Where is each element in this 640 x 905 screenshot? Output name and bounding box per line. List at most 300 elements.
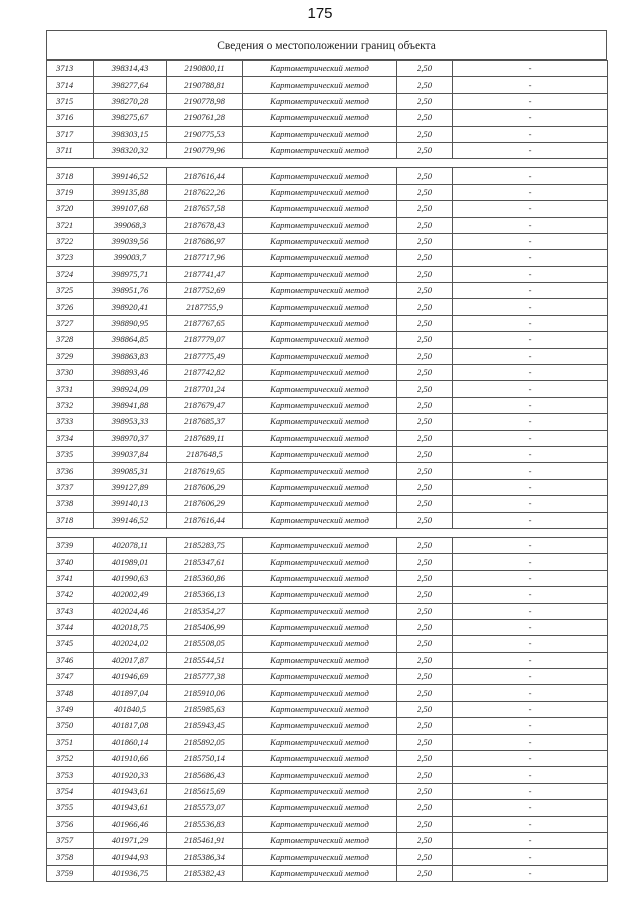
coord-x-cell: 399146,52 xyxy=(94,168,167,184)
method-cell: Картометрический метод xyxy=(243,110,397,126)
method-cell: Картометрический метод xyxy=(243,554,397,570)
coord-y-cell: 2185573,07 xyxy=(167,800,243,816)
method-cell: Картометрический метод xyxy=(243,570,397,586)
note-cell: - xyxy=(453,332,608,348)
coord-y-cell: 2185536,83 xyxy=(167,816,243,832)
coord-y-cell: 2187657,58 xyxy=(167,201,243,217)
coord-x-cell: 399140,13 xyxy=(94,496,167,512)
group-separator xyxy=(47,159,608,168)
accuracy-cell: 2,50 xyxy=(397,800,453,816)
accuracy-cell: 2,50 xyxy=(397,201,453,217)
method-cell: Картометрический метод xyxy=(243,201,397,217)
method-cell: Картометрический метод xyxy=(243,865,397,881)
coord-x-cell: 398303,15 xyxy=(94,126,167,142)
accuracy-cell: 2,50 xyxy=(397,217,453,233)
table-row xyxy=(47,849,608,865)
point-number-cell: 3722 xyxy=(47,233,94,249)
table-row xyxy=(47,537,608,553)
accuracy-cell: 2,50 xyxy=(397,168,453,184)
coord-y-cell: 2187686,97 xyxy=(167,233,243,249)
accuracy-cell: 2,50 xyxy=(397,348,453,364)
point-number-cell: 3717 xyxy=(47,126,94,142)
coord-y-cell: 2187606,29 xyxy=(167,496,243,512)
coord-y-cell: 2187685,37 xyxy=(167,414,243,430)
table-row xyxy=(47,685,608,701)
accuracy-cell: 2,50 xyxy=(397,767,453,783)
note-cell: - xyxy=(453,446,608,462)
method-cell: Картометрический метод xyxy=(243,61,397,77)
point-number-cell: 3757 xyxy=(47,832,94,848)
coord-y-cell: 2185461,91 xyxy=(167,832,243,848)
table-row xyxy=(47,332,608,348)
method-cell: Картометрический метод xyxy=(243,332,397,348)
coord-x-cell: 398320,32 xyxy=(94,142,167,158)
method-cell: Картометрический метод xyxy=(243,142,397,158)
note-cell: - xyxy=(453,701,608,717)
point-number-cell: 3742 xyxy=(47,587,94,603)
coord-x-cell: 401944,93 xyxy=(94,849,167,865)
method-cell: Картометрический метод xyxy=(243,250,397,266)
method-cell: Картометрический метод xyxy=(243,446,397,462)
coord-y-cell: 2190800,11 xyxy=(167,61,243,77)
point-number-cell: 3732 xyxy=(47,397,94,413)
coord-x-cell: 398863,83 xyxy=(94,348,167,364)
accuracy-cell: 2,50 xyxy=(397,718,453,734)
coord-x-cell: 399146,52 xyxy=(94,512,167,528)
method-cell: Картометрический метод xyxy=(243,669,397,685)
accuracy-cell: 2,50 xyxy=(397,537,453,553)
method-cell: Картометрический метод xyxy=(243,800,397,816)
accuracy-cell: 2,50 xyxy=(397,636,453,652)
coord-y-cell: 2185360,86 xyxy=(167,570,243,586)
coord-x-cell: 398275,67 xyxy=(94,110,167,126)
point-number-cell: 3746 xyxy=(47,652,94,668)
point-number-cell: 3731 xyxy=(47,381,94,397)
note-cell: - xyxy=(453,110,608,126)
note-cell: - xyxy=(453,669,608,685)
table-row xyxy=(47,446,608,462)
accuracy-cell: 2,50 xyxy=(397,266,453,282)
coord-y-cell: 2187622,26 xyxy=(167,184,243,200)
coord-x-cell: 398314,43 xyxy=(94,61,167,77)
table-row xyxy=(47,816,608,832)
coord-y-cell: 2190778,98 xyxy=(167,93,243,109)
table-row xyxy=(47,201,608,217)
accuracy-cell: 2,50 xyxy=(397,816,453,832)
coord-x-cell: 401946,69 xyxy=(94,669,167,685)
coord-x-cell: 401989,01 xyxy=(94,554,167,570)
note-cell: - xyxy=(453,77,608,93)
point-number-cell: 3744 xyxy=(47,619,94,635)
coord-y-cell: 2185508,05 xyxy=(167,636,243,652)
accuracy-cell: 2,50 xyxy=(397,126,453,142)
method-cell: Картометрический метод xyxy=(243,126,397,142)
accuracy-cell: 2,50 xyxy=(397,77,453,93)
group-separator xyxy=(47,528,608,537)
accuracy-cell: 2,50 xyxy=(397,142,453,158)
accuracy-cell: 2,50 xyxy=(397,315,453,331)
note-cell: - xyxy=(453,61,608,77)
method-cell: Картометрический метод xyxy=(243,381,397,397)
accuracy-cell: 2,50 xyxy=(397,496,453,512)
method-cell: Картометрический метод xyxy=(243,587,397,603)
point-number-cell: 3737 xyxy=(47,479,94,495)
point-number-cell: 3749 xyxy=(47,701,94,717)
note-cell: - xyxy=(453,250,608,266)
coord-x-cell: 401936,75 xyxy=(94,865,167,881)
table-row xyxy=(47,619,608,635)
table-row xyxy=(47,865,608,881)
accuracy-cell: 2,50 xyxy=(397,381,453,397)
method-cell: Картометрический метод xyxy=(243,348,397,364)
point-number-cell: 3736 xyxy=(47,463,94,479)
note-cell: - xyxy=(453,201,608,217)
coord-y-cell: 2185777,38 xyxy=(167,669,243,685)
point-number-cell: 3718 xyxy=(47,168,94,184)
note-cell: - xyxy=(453,184,608,200)
method-cell: Картометрический метод xyxy=(243,767,397,783)
method-cell: Картометрический метод xyxy=(243,512,397,528)
note-cell: - xyxy=(453,512,608,528)
method-cell: Картометрический метод xyxy=(243,783,397,799)
accuracy-cell: 2,50 xyxy=(397,865,453,881)
coord-y-cell: 2185750,14 xyxy=(167,751,243,767)
coord-y-cell: 2185686,43 xyxy=(167,767,243,783)
coord-x-cell: 402017,87 xyxy=(94,652,167,668)
table-row xyxy=(47,734,608,750)
point-number-cell: 3721 xyxy=(47,217,94,233)
method-cell: Картометрический метод xyxy=(243,266,397,282)
point-number-cell: 3748 xyxy=(47,685,94,701)
coord-x-cell: 402018,75 xyxy=(94,619,167,635)
accuracy-cell: 2,50 xyxy=(397,512,453,528)
point-number-cell: 3759 xyxy=(47,865,94,881)
point-number-cell: 3750 xyxy=(47,718,94,734)
coord-x-cell: 398864,85 xyxy=(94,332,167,348)
table-title: Сведения о местоположении границ объекта xyxy=(46,30,607,60)
table-row xyxy=(47,783,608,799)
point-number-cell: 3730 xyxy=(47,365,94,381)
method-cell: Картометрический метод xyxy=(243,315,397,331)
point-number-cell: 3716 xyxy=(47,110,94,126)
coord-x-cell: 398953,33 xyxy=(94,414,167,430)
coord-y-cell: 2187767,65 xyxy=(167,315,243,331)
coord-y-cell: 2187779,07 xyxy=(167,332,243,348)
method-cell: Картометрический метод xyxy=(243,849,397,865)
accuracy-cell: 2,50 xyxy=(397,446,453,462)
coord-y-cell: 2187742,82 xyxy=(167,365,243,381)
method-cell: Картометрический метод xyxy=(243,751,397,767)
point-number-cell: 3735 xyxy=(47,446,94,462)
note-cell: - xyxy=(453,233,608,249)
note-cell: - xyxy=(453,93,608,109)
coord-x-cell: 401943,61 xyxy=(94,783,167,799)
coord-x-cell: 402024,46 xyxy=(94,603,167,619)
point-number-cell: 3743 xyxy=(47,603,94,619)
accuracy-cell: 2,50 xyxy=(397,849,453,865)
table-row xyxy=(47,315,608,331)
accuracy-cell: 2,50 xyxy=(397,554,453,570)
table-row xyxy=(47,603,608,619)
note-cell: - xyxy=(453,587,608,603)
coord-x-cell: 399127,89 xyxy=(94,479,167,495)
coord-y-cell: 2185386,34 xyxy=(167,849,243,865)
note-cell: - xyxy=(453,537,608,553)
coord-y-cell: 2187606,29 xyxy=(167,479,243,495)
method-cell: Картометрический метод xyxy=(243,652,397,668)
accuracy-cell: 2,50 xyxy=(397,619,453,635)
coord-y-cell: 2185985,63 xyxy=(167,701,243,717)
coord-y-cell: 2187752,69 xyxy=(167,283,243,299)
accuracy-cell: 2,50 xyxy=(397,184,453,200)
table-row xyxy=(47,751,608,767)
note-cell: - xyxy=(453,463,608,479)
point-number-cell: 3728 xyxy=(47,332,94,348)
table-row xyxy=(47,299,608,315)
coord-x-cell: 401966,46 xyxy=(94,816,167,832)
note-cell: - xyxy=(453,479,608,495)
table-row xyxy=(47,397,608,413)
accuracy-cell: 2,50 xyxy=(397,479,453,495)
table-row xyxy=(47,348,608,364)
method-cell: Картометрический метод xyxy=(243,685,397,701)
point-number-cell: 3726 xyxy=(47,299,94,315)
table-row xyxy=(47,718,608,734)
note-cell: - xyxy=(453,734,608,750)
coord-y-cell: 2190779,96 xyxy=(167,142,243,158)
point-number-cell: 3713 xyxy=(47,61,94,77)
point-number-cell: 3714 xyxy=(47,77,94,93)
table-row xyxy=(47,283,608,299)
method-cell: Картометрический метод xyxy=(243,734,397,750)
note-cell: - xyxy=(453,767,608,783)
accuracy-cell: 2,50 xyxy=(397,414,453,430)
note-cell: - xyxy=(453,315,608,331)
accuracy-cell: 2,50 xyxy=(397,61,453,77)
point-number-cell: 3751 xyxy=(47,734,94,750)
coord-y-cell: 2187619,65 xyxy=(167,463,243,479)
table-row xyxy=(47,126,608,142)
method-cell: Картометрический метод xyxy=(243,537,397,553)
note-cell: - xyxy=(453,266,608,282)
separator-cell xyxy=(47,159,608,168)
point-number-cell: 3733 xyxy=(47,414,94,430)
coord-y-cell: 2187678,43 xyxy=(167,217,243,233)
accuracy-cell: 2,50 xyxy=(397,751,453,767)
separator-cell xyxy=(47,528,608,537)
coord-x-cell: 401943,61 xyxy=(94,800,167,816)
coord-x-cell: 401840,5 xyxy=(94,701,167,717)
note-cell: - xyxy=(453,397,608,413)
method-cell: Картометрический метод xyxy=(243,603,397,619)
note-cell: - xyxy=(453,496,608,512)
coord-y-cell: 2187741,47 xyxy=(167,266,243,282)
table-row xyxy=(47,142,608,158)
point-number-cell: 3756 xyxy=(47,816,94,832)
note-cell: - xyxy=(453,414,608,430)
coord-x-cell: 398951,76 xyxy=(94,283,167,299)
method-cell: Картометрический метод xyxy=(243,168,397,184)
table-row xyxy=(47,365,608,381)
coord-x-cell: 399107,68 xyxy=(94,201,167,217)
point-number-cell: 3720 xyxy=(47,201,94,217)
note-cell: - xyxy=(453,381,608,397)
table-row xyxy=(47,168,608,184)
method-cell: Картометрический метод xyxy=(243,93,397,109)
coord-x-cell: 401817,08 xyxy=(94,718,167,734)
coord-x-cell: 398890,95 xyxy=(94,315,167,331)
table-row xyxy=(47,636,608,652)
accuracy-cell: 2,50 xyxy=(397,669,453,685)
coord-y-cell: 2190788,81 xyxy=(167,77,243,93)
method-cell: Картометрический метод xyxy=(243,414,397,430)
coordinates-body xyxy=(47,61,608,882)
coordinates-table xyxy=(46,60,608,882)
table-row xyxy=(47,800,608,816)
coord-y-cell: 2185910,06 xyxy=(167,685,243,701)
table-row xyxy=(47,554,608,570)
table-row xyxy=(47,266,608,282)
coord-y-cell: 2187755,9 xyxy=(167,299,243,315)
note-cell: - xyxy=(453,751,608,767)
coord-x-cell: 399039,56 xyxy=(94,233,167,249)
coord-y-cell: 2185354,27 xyxy=(167,603,243,619)
table-row xyxy=(47,832,608,848)
accuracy-cell: 2,50 xyxy=(397,652,453,668)
method-cell: Картометрический метод xyxy=(243,479,397,495)
coord-y-cell: 2187616,44 xyxy=(167,512,243,528)
accuracy-cell: 2,50 xyxy=(397,587,453,603)
method-cell: Картометрический метод xyxy=(243,77,397,93)
point-number-cell: 3727 xyxy=(47,315,94,331)
table-row xyxy=(47,652,608,668)
note-cell: - xyxy=(453,685,608,701)
note-cell: - xyxy=(453,849,608,865)
note-cell: - xyxy=(453,126,608,142)
point-number-cell: 3738 xyxy=(47,496,94,512)
method-cell: Картометрический метод xyxy=(243,299,397,315)
point-number-cell: 3754 xyxy=(47,783,94,799)
accuracy-cell: 2,50 xyxy=(397,430,453,446)
table-row xyxy=(47,381,608,397)
accuracy-cell: 2,50 xyxy=(397,701,453,717)
method-cell: Картометрический метод xyxy=(243,619,397,635)
point-number-cell: 3711 xyxy=(47,142,94,158)
coord-y-cell: 2185892,05 xyxy=(167,734,243,750)
coord-x-cell: 398970,37 xyxy=(94,430,167,446)
point-number-cell: 3747 xyxy=(47,669,94,685)
method-cell: Картометрический метод xyxy=(243,636,397,652)
table-row xyxy=(47,250,608,266)
point-number-cell: 3719 xyxy=(47,184,94,200)
coord-x-cell: 401910,66 xyxy=(94,751,167,767)
coord-y-cell: 2187717,96 xyxy=(167,250,243,266)
accuracy-cell: 2,50 xyxy=(397,570,453,586)
method-cell: Картометрический метод xyxy=(243,283,397,299)
note-cell: - xyxy=(453,636,608,652)
coord-x-cell: 401860,14 xyxy=(94,734,167,750)
note-cell: - xyxy=(453,800,608,816)
table-row xyxy=(47,570,608,586)
coord-x-cell: 398941,88 xyxy=(94,397,167,413)
accuracy-cell: 2,50 xyxy=(397,332,453,348)
coord-x-cell: 399003,7 xyxy=(94,250,167,266)
note-cell: - xyxy=(453,168,608,184)
method-cell: Картометрический метод xyxy=(243,365,397,381)
table-row xyxy=(47,217,608,233)
coord-x-cell: 402024,02 xyxy=(94,636,167,652)
coord-x-cell: 398920,41 xyxy=(94,299,167,315)
table-row xyxy=(47,701,608,717)
point-number-cell: 3753 xyxy=(47,767,94,783)
coord-y-cell: 2185382,43 xyxy=(167,865,243,881)
coord-y-cell: 2190775,53 xyxy=(167,126,243,142)
note-cell: - xyxy=(453,783,608,799)
note-cell: - xyxy=(453,283,608,299)
point-number-cell: 3715 xyxy=(47,93,94,109)
table-row xyxy=(47,430,608,446)
method-cell: Картометрический метод xyxy=(243,496,397,512)
accuracy-cell: 2,50 xyxy=(397,685,453,701)
point-number-cell: 3725 xyxy=(47,283,94,299)
coord-y-cell: 2187648,5 xyxy=(167,446,243,462)
accuracy-cell: 2,50 xyxy=(397,734,453,750)
table-row xyxy=(47,414,608,430)
table-row xyxy=(47,61,608,77)
accuracy-cell: 2,50 xyxy=(397,250,453,266)
note-cell: - xyxy=(453,832,608,848)
coord-y-cell: 2187701,24 xyxy=(167,381,243,397)
point-number-cell: 3723 xyxy=(47,250,94,266)
note-cell: - xyxy=(453,217,608,233)
accuracy-cell: 2,50 xyxy=(397,463,453,479)
coord-x-cell: 401920,33 xyxy=(94,767,167,783)
accuracy-cell: 2,50 xyxy=(397,832,453,848)
coord-y-cell: 2187775,49 xyxy=(167,348,243,364)
method-cell: Картометрический метод xyxy=(243,217,397,233)
coord-y-cell: 2185283,75 xyxy=(167,537,243,553)
accuracy-cell: 2,50 xyxy=(397,110,453,126)
point-number-cell: 3755 xyxy=(47,800,94,816)
method-cell: Картометрический метод xyxy=(243,832,397,848)
boundary-sheet xyxy=(46,30,607,882)
point-number-cell: 3741 xyxy=(47,570,94,586)
point-number-cell: 3752 xyxy=(47,751,94,767)
coord-x-cell: 401971,29 xyxy=(94,832,167,848)
coord-y-cell: 2185943,45 xyxy=(167,718,243,734)
table-row xyxy=(47,767,608,783)
note-cell: - xyxy=(453,430,608,446)
method-cell: Картометрический метод xyxy=(243,397,397,413)
table-row xyxy=(47,463,608,479)
coord-y-cell: 2185347,61 xyxy=(167,554,243,570)
table-row xyxy=(47,184,608,200)
method-cell: Картометрический метод xyxy=(243,718,397,734)
note-cell: - xyxy=(453,554,608,570)
method-cell: Картометрический метод xyxy=(243,816,397,832)
note-cell: - xyxy=(453,570,608,586)
note-cell: - xyxy=(453,603,608,619)
point-number-cell: 3739 xyxy=(47,537,94,553)
table-row xyxy=(47,93,608,109)
table-row xyxy=(47,669,608,685)
coord-y-cell: 2187679,47 xyxy=(167,397,243,413)
method-cell: Картометрический метод xyxy=(243,233,397,249)
accuracy-cell: 2,50 xyxy=(397,365,453,381)
coord-x-cell: 398277,64 xyxy=(94,77,167,93)
accuracy-cell: 2,50 xyxy=(397,783,453,799)
table-row xyxy=(47,496,608,512)
